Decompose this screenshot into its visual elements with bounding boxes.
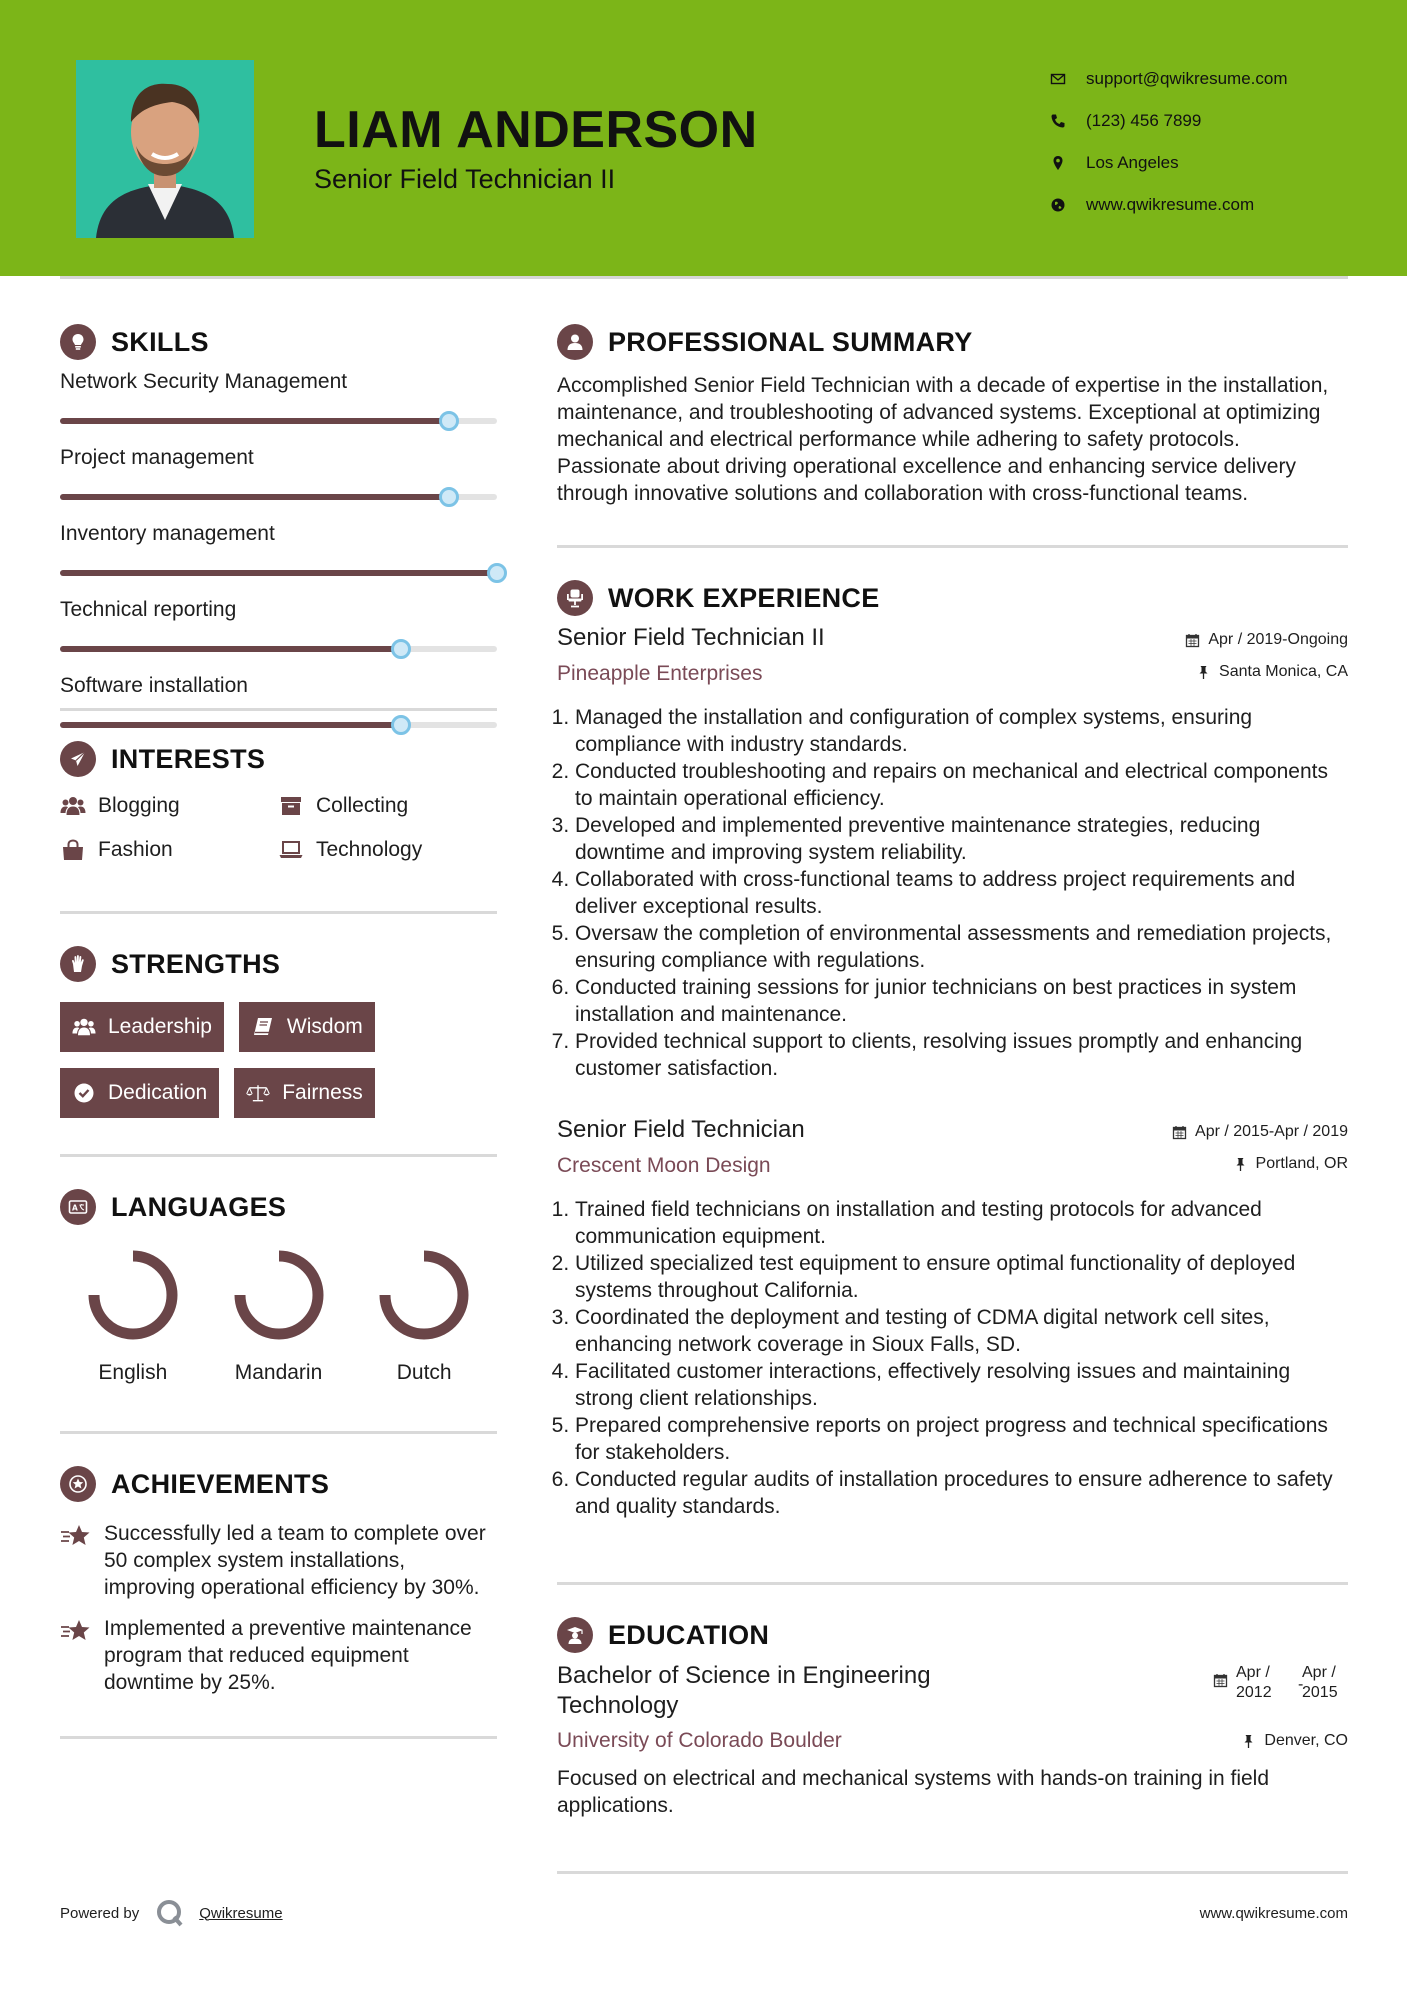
job-bullet: 7. Provided technical support to clients, resolving issues promptly and enhancing customer satisfaction. — [575, 1028, 1348, 1082]
globe-icon — [1050, 197, 1086, 213]
job-bullets — [557, 704, 1348, 1082]
pushpin-icon — [1196, 665, 1211, 680]
job-bullet: 6. Conducted regular audits of installation procedures to ensure adherence to safety and quality standards. — [575, 1466, 1348, 1520]
language-gauge — [231, 1247, 327, 1343]
skill-item — [60, 474, 497, 550]
job-company: Crescent Moon Design — [557, 1154, 771, 1177]
summary-section — [557, 322, 1348, 548]
footer-website[interactable]: www.qwikresume.com — [1199, 1905, 1348, 1922]
job-bullet: 5. Oversaw the completion of environmental assessments and remediation projects, ensuring compliance with regulations. — [575, 920, 1348, 974]
education-date-dash: - — [1298, 1676, 1304, 1693]
book-icon — [251, 1016, 275, 1038]
laptop-icon — [278, 839, 304, 861]
achievement-text: Successfully led a team to complete over 50 complex system installations, improving operational efficiency by 30%. — [104, 1522, 486, 1599]
education-entry — [557, 1661, 1348, 1819]
job-location — [1172, 1154, 1348, 1174]
achievements-title: ACHIEVEMENTS — [111, 1468, 330, 1499]
job-dates-text: Apr / 2015-Apr / 2019 — [1195, 1123, 1348, 1140]
calendar-icon — [1213, 1673, 1228, 1688]
education-section — [557, 1615, 1348, 1874]
strength-badge — [60, 1068, 219, 1118]
job-entry — [557, 1116, 1348, 1520]
language-item — [351, 1247, 497, 1385]
contact-phone[interactable] — [1050, 100, 1288, 142]
skill-item — [60, 626, 497, 702]
education-start-year: 2012 — [1236, 1684, 1272, 1701]
skills-section — [60, 322, 497, 711]
section-divider — [60, 1154, 497, 1157]
graduate-icon — [557, 1617, 593, 1653]
education-end — [1302, 1663, 1348, 1703]
header-divider — [60, 276, 1348, 279]
education-title: EDUCATION — [608, 1619, 770, 1650]
contact-website-text: www.qwikresume.com — [1086, 195, 1255, 214]
interest-label: Blogging — [98, 794, 180, 817]
pushpin-icon — [1233, 1157, 1248, 1172]
interests-list — [60, 791, 497, 865]
skill-name: Network Security Management — [60, 370, 348, 393]
interest-item — [278, 835, 497, 865]
language-name: English — [98, 1361, 168, 1384]
education-end-year: 2015 — [1302, 1684, 1338, 1701]
job-bullet: 3. Developed and implemented preventive maintenance strategies, reducing downtime and improving system reliability. — [575, 812, 1348, 866]
powered-by-text: Powered by — [60, 1904, 140, 1922]
strength-badge — [239, 1002, 375, 1052]
education-location-text: Denver, CO — [1264, 1732, 1348, 1749]
language-name: Mandarin — [234, 1361, 323, 1384]
strength-label: Leadership — [108, 1015, 212, 1038]
qwikresume-logo-icon — [155, 1898, 185, 1928]
contact-website[interactable] — [1050, 184, 1288, 226]
skill-track — [60, 722, 497, 728]
job-location-text: Santa Monica, CA — [1219, 663, 1348, 680]
language-name: Dutch — [396, 1361, 452, 1384]
resume-header — [0, 0, 1407, 276]
language-item — [60, 1247, 206, 1385]
user-icon — [557, 324, 593, 360]
education-start — [1236, 1663, 1298, 1703]
interest-label: Collecting — [316, 794, 409, 817]
education-dates — [1213, 1663, 1348, 1703]
footer-powered-by — [60, 1898, 283, 1928]
job-meta — [1185, 624, 1348, 682]
education-description: Focused on electrical and mechanical systems with hands-on training in field applications. — [557, 1767, 1270, 1817]
skill-fill — [60, 722, 401, 728]
skill-knob — [391, 715, 411, 735]
shooting-star-icon — [60, 1617, 92, 1645]
skills-list — [60, 322, 497, 724]
job-bullet: 2. Conducted troubleshooting and repairs on mechanical and electrical components to maintain operational efficiency. — [575, 758, 1348, 812]
raised-hand-icon — [60, 946, 96, 982]
shopping-bag-icon — [60, 839, 86, 861]
job-bullet: 4. Collaborated with cross-functional teams to address project requirements and deliver exceptional results. — [575, 866, 1348, 920]
job-bullet: 4. Facilitated customer interactions, effectively resolving issues and maintaining strong client relationships. — [575, 1358, 1348, 1412]
job-title: Senior Field Technician — [557, 1116, 805, 1143]
strength-label: Wisdom — [286, 1015, 363, 1038]
job-entry — [557, 624, 1348, 1082]
section-divider — [557, 1582, 1348, 1585]
office-chair-icon — [557, 580, 593, 616]
calendar-icon — [1172, 1125, 1187, 1140]
contact-location-text: Los Angeles — [1086, 153, 1179, 172]
candidate-name: LIAM ANDERSON — [314, 101, 758, 159]
achievement-item — [60, 1615, 497, 1696]
job-bullet: 5. Prepared comprehensive reports on project progress and technical specifications for stakeholders. — [575, 1412, 1348, 1466]
section-divider — [60, 911, 497, 914]
section-divider — [557, 1871, 1348, 1874]
job-dates — [1172, 1122, 1348, 1142]
check-circle-icon — [72, 1082, 96, 1104]
strengths-list — [60, 1002, 497, 1118]
education-school: University of Colorado Boulder — [557, 1729, 842, 1752]
strength-badge — [234, 1068, 375, 1118]
language-gauge — [85, 1247, 181, 1343]
phone-icon — [1050, 113, 1086, 129]
experience-title: WORK EXPERIENCE — [608, 582, 880, 613]
job-bullet: 6. Conducted training sessions for junior technicians on best practices in system installation and maintenance. — [575, 974, 1348, 1028]
strength-label: Dedication — [108, 1081, 208, 1104]
balance-scale-icon — [246, 1082, 270, 1104]
achievement-item — [60, 1520, 497, 1601]
experience-section — [557, 578, 1348, 1585]
interests-heading — [60, 739, 497, 779]
section-divider — [60, 1736, 497, 1739]
achievements-section — [60, 1464, 497, 1739]
languages-title: LANGUAGES — [111, 1191, 287, 1222]
skills-title: SKILLS — [111, 326, 209, 357]
languages-section — [60, 1187, 497, 1434]
interest-item — [60, 835, 278, 865]
paper-plane-icon — [60, 741, 96, 777]
experience-heading — [557, 578, 1348, 618]
job-bullets — [557, 1196, 1348, 1520]
interests-section — [60, 739, 497, 914]
strength-badge — [60, 1002, 224, 1052]
job-dates — [1185, 630, 1348, 650]
pushpin-icon — [1241, 1734, 1256, 1749]
job-bullet: 1. Trained field technicians on installation and testing protocols for advanced communication equipment. — [575, 1196, 1348, 1250]
interest-item — [278, 791, 497, 821]
users-icon — [72, 1016, 96, 1038]
interest-label: Technology — [316, 838, 423, 861]
strengths-section — [60, 944, 497, 1157]
section-divider — [60, 1431, 497, 1434]
skill-name: Technical reporting — [60, 598, 237, 621]
education-start-month: Apr / — [1236, 1664, 1270, 1681]
interest-item — [60, 791, 278, 821]
star-badge-icon — [60, 1466, 96, 1502]
skill-item — [60, 322, 497, 398]
contact-email[interactable] — [1050, 58, 1288, 100]
left-column — [60, 322, 497, 1739]
svg-text:A: A — [72, 1203, 78, 1213]
skill-name: Inventory management — [60, 522, 275, 545]
languages-heading — [60, 1187, 497, 1227]
achievements-heading — [60, 1464, 497, 1504]
job-dates-text: Apr / 2019-Ongoing — [1208, 631, 1348, 648]
achievement-text: Implemented a preventive maintenance program that reduced equipment downtime by 25%. — [104, 1617, 472, 1694]
profile-photo — [76, 60, 254, 238]
job-bullet: 1. Managed the installation and configuration of complex systems, ensuring compliance with industry standards. — [575, 704, 1348, 758]
interests-title: INTERESTS — [111, 743, 266, 774]
calendar-icon — [1185, 633, 1200, 648]
language-gauge — [376, 1247, 472, 1343]
job-title: Senior Field Technician II — [557, 624, 825, 651]
education-location — [1241, 1731, 1348, 1751]
skill-item — [60, 398, 497, 474]
users-icon — [60, 795, 86, 817]
contact-email-text: support@qwikresume.com — [1086, 69, 1288, 88]
job-location-text: Portland, OR — [1255, 1155, 1348, 1172]
contact-location — [1050, 142, 1288, 184]
summary-text: Accomplished Senior Field Technician with a decade of expertise in the installation, maintenance, and troubleshooting of advanced systems. Exceptional at optimizing mechanical and electrical performance while adhering to safety protocols. Passionate about driving operational excellence and enhancing service delivery through innovative solutions and collaboration with cross-functional teams. — [557, 374, 1329, 505]
right-column — [557, 322, 1348, 1874]
job-meta — [1172, 1116, 1348, 1174]
job-bullet: 3. Coordinated the deployment and testing of CDMA digital network cell sites, enhancing network coverage in Sioux Falls, SD. — [575, 1304, 1348, 1358]
archive-icon — [278, 795, 304, 817]
contact-block — [1050, 58, 1288, 226]
section-divider — [557, 545, 1348, 548]
summary-title: PROFESSIONAL SUMMARY — [608, 326, 973, 357]
shooting-star-icon — [60, 1522, 92, 1550]
education-end-month: Apr / — [1302, 1664, 1336, 1681]
contact-phone-text: (123) 456 7899 — [1086, 111, 1202, 130]
job-bullet: 2. Utilized specialized test equipment to ensure optimal functionality of deployed systems throughout California. — [575, 1250, 1348, 1304]
skill-name: Project management — [60, 446, 254, 469]
job-company: Pineapple Enterprises — [557, 662, 763, 685]
strengths-title: STRENGTHS — [111, 948, 281, 979]
job-location — [1185, 662, 1348, 682]
education-heading — [557, 1615, 1348, 1655]
summary-heading — [557, 322, 1348, 362]
map-marker-icon — [1050, 155, 1086, 171]
qwikresume-link[interactable]: Qwikresume — [199, 1904, 283, 1922]
candidate-title: Senior Field Technician II — [314, 164, 616, 194]
language-item — [206, 1247, 352, 1385]
interest-label: Fashion — [98, 838, 173, 861]
strengths-heading — [60, 944, 497, 984]
skill-name: Software installation — [60, 674, 248, 697]
envelope-icon — [1050, 71, 1086, 87]
strength-label: Fairness — [282, 1081, 363, 1104]
skill-item — [60, 550, 497, 626]
language-icon — [60, 1189, 96, 1225]
languages-list — [60, 1247, 497, 1385]
education-degree: Bachelor of Science in Engineering Technology — [557, 1662, 931, 1719]
